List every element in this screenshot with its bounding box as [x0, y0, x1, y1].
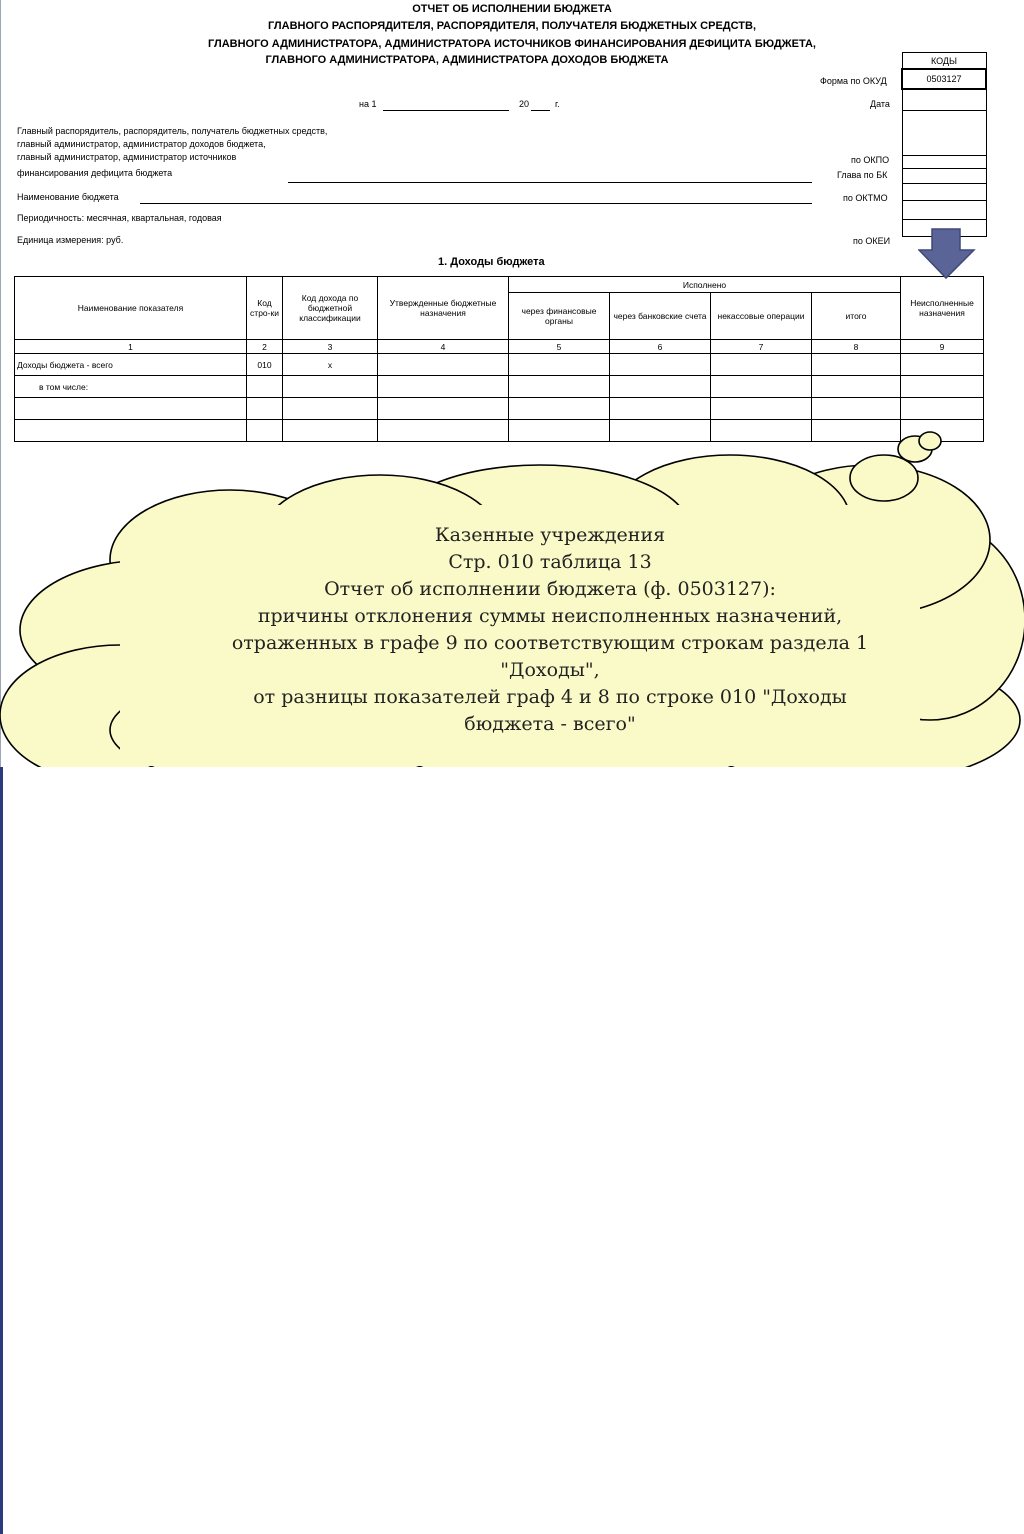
- col-number: 9: [901, 340, 984, 354]
- col-fin-org-header: через финансовые органы: [509, 293, 610, 340]
- col-bank-header: через банковские счета: [610, 293, 711, 340]
- field-line-4: финансирования дефицита бюджета: [17, 168, 173, 178]
- note-line: "Доходы",: [500, 659, 600, 681]
- col-total-header: итого: [812, 293, 901, 340]
- okpo-label: по ОКПО: [851, 155, 890, 165]
- col-unexecuted-header: Неисполненные назначения: [901, 277, 984, 340]
- col-number: 4: [378, 340, 509, 354]
- col-income-code-header: Код дохода по бюджетной классификации: [283, 277, 378, 340]
- report-subtitle-1: ГЛАВНОГО РАСПОРЯДИТЕЛЯ, РАСПОРЯДИТЕЛЯ, ПОЛУЧАТЕЛЯ БЮДЖЕТНЫХ СРЕДСТВ,: [267, 20, 757, 32]
- report-subtitle-3: ГЛАВНОГО АДМИНИСТРАТОРА, АДМИНИСТРАТОРА ДОХОДОВ БЮДЖЕТА: [265, 54, 669, 66]
- note-line: причины отклонения суммы неисполненных назначений,: [257, 605, 843, 627]
- cloud-note: [140, 522, 960, 738]
- col-number: 7: [711, 340, 812, 354]
- field-line-2: главный администратор, администратор доходов бюджета,: [17, 139, 266, 149]
- note-line: от разницы показателей граф 4 и 8 по строке 010 "Доходы: [253, 686, 847, 708]
- row-total-income-code: x: [283, 354, 378, 376]
- unit-label: Единица измерения: руб.: [17, 235, 124, 245]
- report-title: ОТЧЕТ ОБ ИСПОЛНЕНИИ БЮДЖЕТА: [412, 3, 612, 15]
- glava-label: Глава по БК: [837, 170, 888, 180]
- date-label: Дата: [870, 99, 890, 109]
- date-prefix: на 1: [359, 99, 377, 109]
- oktmo-label: по ОКТМО: [843, 193, 888, 203]
- col-number: 3: [283, 340, 378, 354]
- note-line: бюджета - всего": [464, 713, 636, 735]
- field-line-1: Главный распорядитель, распорядитель, получатель бюджетных средств,: [17, 126, 328, 136]
- col-executed-header: Исполнено: [509, 277, 901, 293]
- col-approved-header: Утвержденные бюджетные назначения: [378, 277, 509, 340]
- col-number: 8: [812, 340, 901, 354]
- okud-value: 0503127: [902, 69, 986, 89]
- note-line: отраженных в графе 9 по соответствующим строкам раздела 1: [231, 632, 869, 654]
- col-number: 5: [509, 340, 610, 354]
- section-title: 1. Доходы бюджета: [438, 256, 545, 268]
- codes-header: КОДЫ: [902, 53, 986, 70]
- row-total-code: 010: [247, 354, 283, 376]
- col-name-header: Наименование показателя: [15, 277, 247, 340]
- note-line: Стр. 010 таблица 13: [448, 551, 652, 573]
- col-code-header: Код стро-ки: [247, 277, 283, 340]
- frame-right-line: [0, 767, 3, 1534]
- field-line-3: главный администратор, администратор источников: [17, 152, 237, 162]
- okei-label: по ОКЕИ: [853, 236, 891, 246]
- col-noncash-header: некассовые операции: [711, 293, 812, 340]
- note-line: Казенные учреждения: [434, 524, 666, 546]
- col-number: 1: [15, 340, 247, 354]
- date-year: 20: [519, 99, 530, 109]
- note-line: Отчет об исполнении бюджета (ф. 0503127):: [324, 578, 776, 600]
- okud-label: Форма по ОКУД: [820, 76, 887, 86]
- periodicity-label: Периодичность: месячная, квартальная, годовая: [17, 213, 222, 223]
- budget-name-label: Наименование бюджета: [17, 192, 119, 202]
- date-suffix: г.: [555, 99, 560, 109]
- col-number: 2: [247, 340, 283, 354]
- row-including-label: в том числе:: [15, 376, 247, 398]
- report-subtitle-2: ГЛАВНОГО АДМИНИСТРАТОРА, АДМИНИСТРАТОРА ИСТОЧНИКОВ ФИНАНСИРОВАНИЯ ДЕФИЦИТА БЮДЖЕТА,: [208, 38, 816, 50]
- row-total-name: Доходы бюджета - всего: [15, 354, 247, 376]
- col-number: 6: [610, 340, 711, 354]
